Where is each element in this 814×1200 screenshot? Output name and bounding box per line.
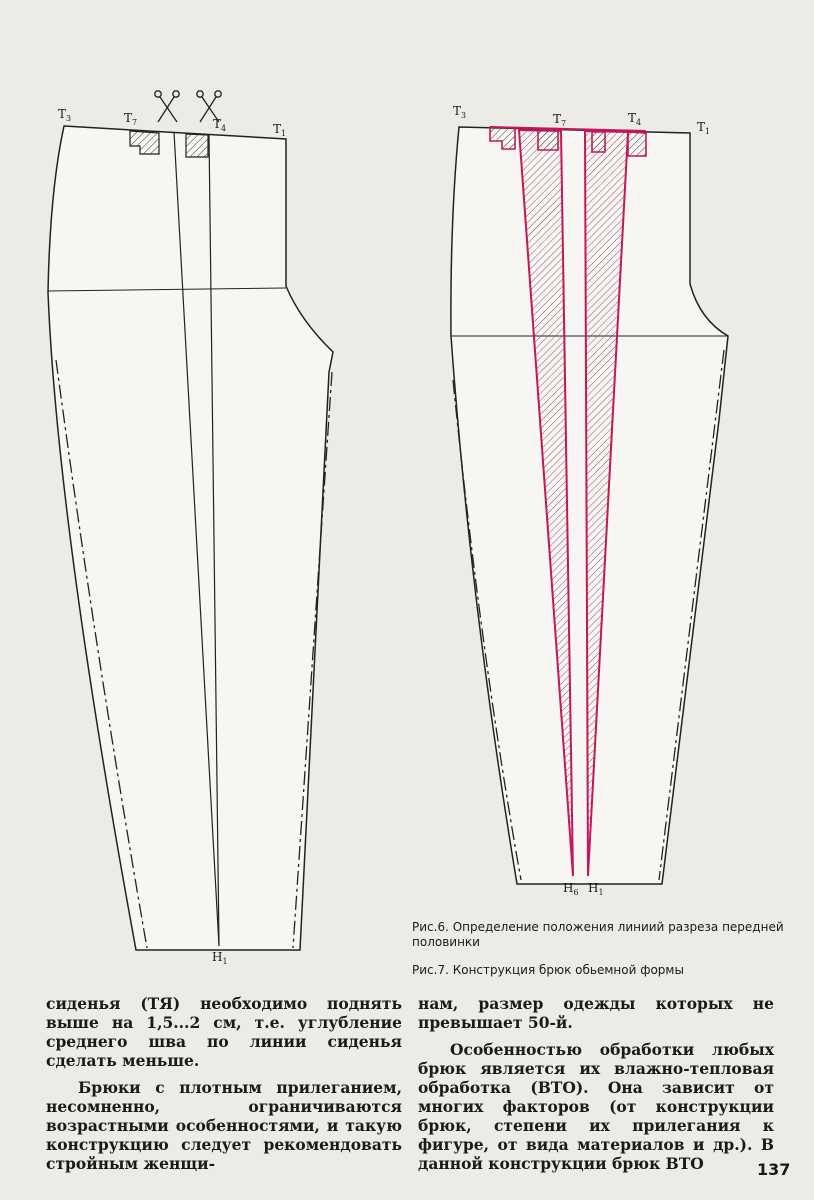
paragraph: нам, размер одежды которых не превышает 50-й.: [418, 994, 774, 1032]
label-t7: $T_7$: [124, 111, 138, 127]
paragraph: сиденья (ТЯ) необходимо поднять выше на 1,5...2 см, т.е. углубление среднего шва по линии сиденья сделать меньше.: [46, 994, 402, 1070]
right-dart-2: [538, 130, 558, 150]
label-t3: $T_3$: [58, 107, 72, 123]
left-dart-2: [186, 134, 208, 157]
label-t4: $T_4$: [628, 111, 642, 127]
paragraph: Брюки с плотным прилеганием, несомненно, ограничиваются возрастными особенностями, и такую конструкцию следует рекомендовать стройным женщи-: [46, 1078, 402, 1173]
label-t1: $T_1$: [697, 120, 711, 136]
text-column-right: [418, 994, 774, 1173]
figure-left-trouser-front: [48, 91, 333, 966]
label-t7: $T_7$: [553, 112, 567, 128]
caption-fig7: Рис.7. Конструкция брюк обьемной формы: [412, 963, 684, 977]
left-outline: [48, 126, 333, 950]
label-t3: $T_3$: [453, 104, 467, 120]
text-column-left: [46, 994, 402, 1173]
right-dart-3: [592, 132, 605, 152]
label-t1: $T_1$: [273, 122, 287, 138]
label-t4: $T_4$: [213, 117, 227, 133]
label-h1: $H_1$: [588, 881, 604, 897]
scissors-icon: [155, 91, 179, 122]
label-h1: $H_1$: [212, 950, 228, 966]
page-number: 137: [757, 1160, 791, 1179]
paragraph: Особенностью обработки любых брюк является их влажно-тепловая обработка (ВТО). Она зависит от многих факторов (от конструкции брюк, степени их прилегания к фигуре, от вида материалов и др.). В данной конструкции брюк ВТО: [418, 1040, 774, 1173]
figure-right-trouser-front: [451, 104, 728, 897]
label-h6: $H_6$: [563, 881, 579, 897]
caption-fig6: Рис.6. Определение положения линиий разреза передней половинки: [412, 920, 784, 949]
right-dart-4: [628, 132, 646, 156]
